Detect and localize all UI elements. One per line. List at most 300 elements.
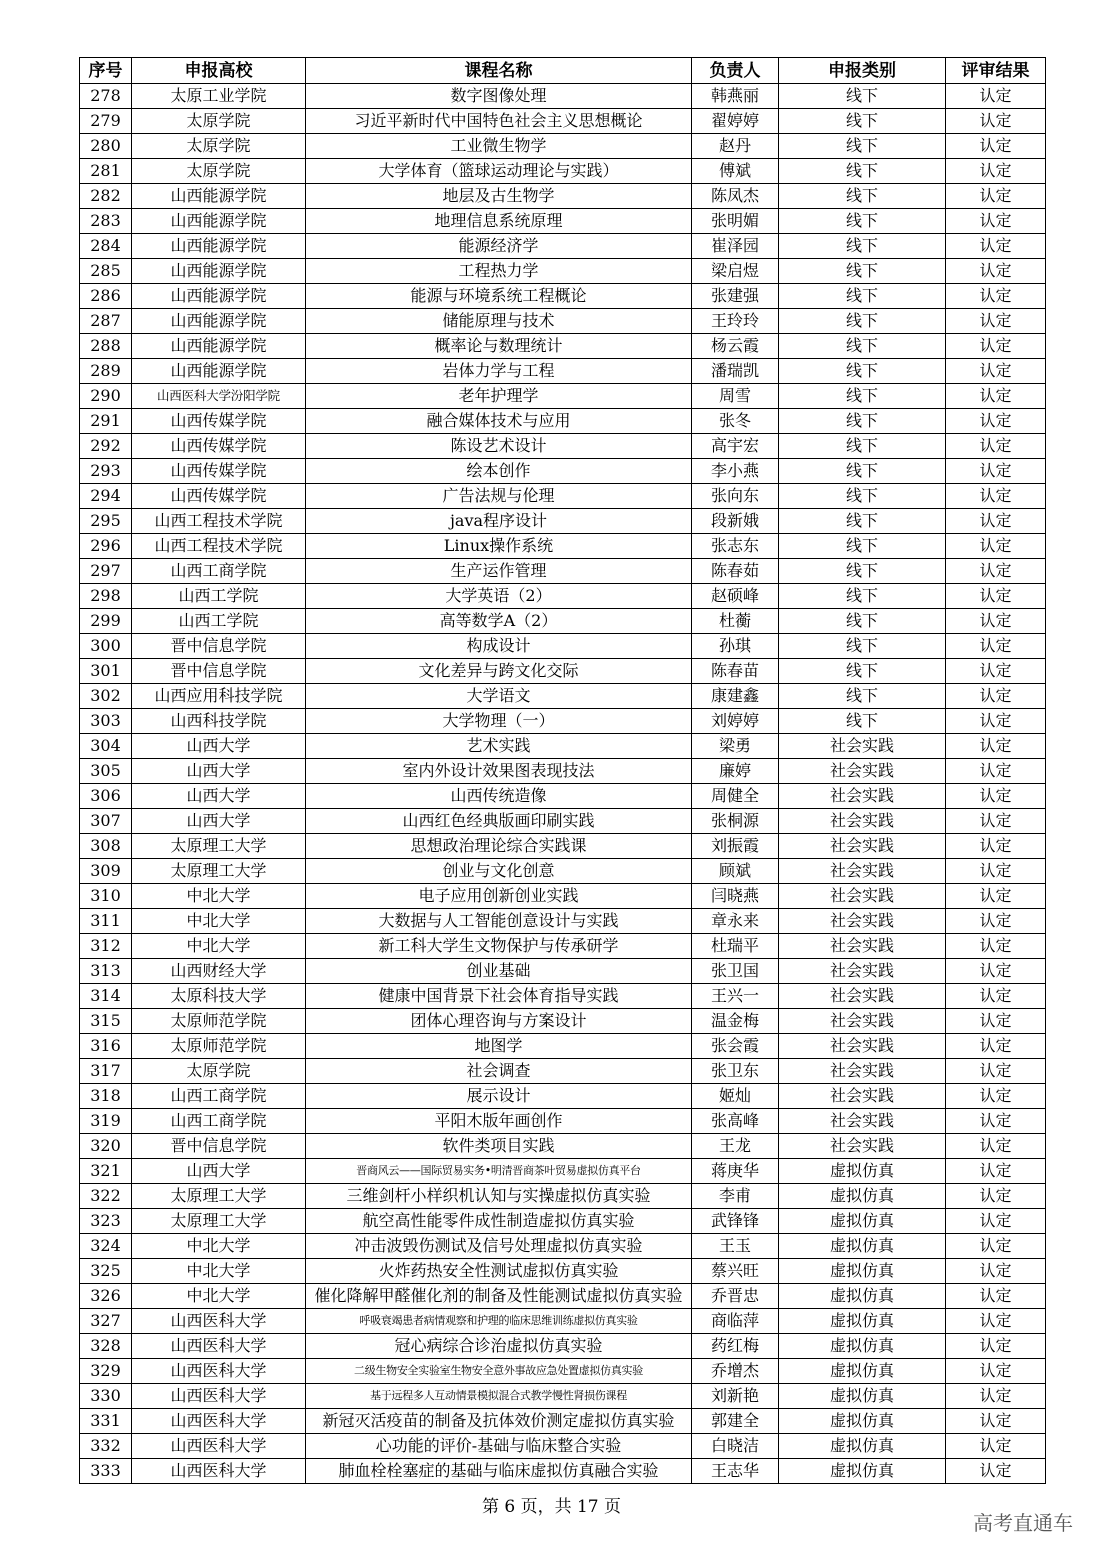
row-lead: 姬灿 [692, 1084, 779, 1109]
row-index: 309 [80, 859, 132, 884]
row-result: 认定 [946, 809, 1046, 834]
row-university: 山西工商学院 [132, 559, 306, 584]
row-lead: 杜瑞平 [692, 934, 779, 959]
row-category: 线下 [779, 659, 946, 684]
row-category: 虚拟仿真 [779, 1159, 946, 1184]
table-row [80, 284, 1046, 309]
row-result: 认定 [946, 934, 1046, 959]
row-category: 线下 [779, 709, 946, 734]
row-university: 山西医科大学 [132, 1309, 306, 1334]
row-category: 社会实践 [779, 1134, 946, 1159]
row-index: 296 [80, 534, 132, 559]
row-result: 认定 [946, 84, 1046, 109]
row-category: 线下 [779, 209, 946, 234]
table-row [80, 1259, 1046, 1284]
row-lead: 张桐源 [692, 809, 779, 834]
row-result: 认定 [946, 959, 1046, 984]
row-lead: 潘瑞凯 [692, 359, 779, 384]
table-row [80, 434, 1046, 459]
header-index: 序号 [80, 58, 132, 84]
row-lead: 刘婷婷 [692, 709, 779, 734]
row-category: 社会实践 [779, 809, 946, 834]
row-lead: 康建鑫 [692, 684, 779, 709]
row-index: 282 [80, 184, 132, 209]
row-lead: 乔增杰 [692, 1359, 779, 1384]
row-category: 线下 [779, 284, 946, 309]
row-university: 山西能源学院 [132, 309, 306, 334]
row-result: 认定 [946, 884, 1046, 909]
row-index: 306 [80, 784, 132, 809]
row-university: 太原科技大学 [132, 984, 306, 1009]
row-course: 工程热力学 [306, 259, 692, 284]
row-course: 催化降解甲醛催化剂的制备及性能测试虚拟仿真实验 [306, 1284, 692, 1309]
row-result: 认定 [946, 559, 1046, 584]
row-lead: 韩燕丽 [692, 84, 779, 109]
row-category: 虚拟仿真 [779, 1259, 946, 1284]
row-course: 创业基础 [306, 959, 692, 984]
row-university: 太原学院 [132, 1059, 306, 1084]
row-lead: 张志东 [692, 534, 779, 559]
row-result: 认定 [946, 459, 1046, 484]
row-course: 地层及古生物学 [306, 184, 692, 209]
row-university: 山西应用科技学院 [132, 684, 306, 709]
row-category: 虚拟仿真 [779, 1234, 946, 1259]
table-row [80, 384, 1046, 409]
row-lead: 闫晓燕 [692, 884, 779, 909]
table-row [80, 609, 1046, 634]
table-row [80, 1134, 1046, 1159]
row-index: 307 [80, 809, 132, 834]
table-row [80, 1184, 1046, 1209]
row-index: 324 [80, 1234, 132, 1259]
table-row [80, 459, 1046, 484]
row-index: 299 [80, 609, 132, 634]
row-university: 太原理工大学 [132, 834, 306, 859]
row-lead: 郭建全 [692, 1409, 779, 1434]
row-lead: 顾斌 [692, 859, 779, 884]
row-result: 认定 [946, 984, 1046, 1009]
row-course: 社会调查 [306, 1059, 692, 1084]
row-lead: 周雪 [692, 384, 779, 409]
row-course: 室内外设计效果图表现技法 [306, 759, 692, 784]
row-category: 线下 [779, 334, 946, 359]
row-category: 虚拟仿真 [779, 1284, 946, 1309]
row-course: 地图学 [306, 1034, 692, 1059]
row-index: 292 [80, 434, 132, 459]
row-university: 山西工学院 [132, 609, 306, 634]
row-index: 284 [80, 234, 132, 259]
table-row [80, 1459, 1046, 1484]
row-university: 太原理工大学 [132, 1209, 306, 1234]
row-result: 认定 [946, 234, 1046, 259]
row-result: 认定 [946, 1334, 1046, 1359]
row-course: 电子应用创新创业实践 [306, 884, 692, 909]
row-lead: 孙琪 [692, 634, 779, 659]
row-course: 习近平新时代中国特色社会主义思想概论 [306, 109, 692, 134]
row-result: 认定 [946, 759, 1046, 784]
table-row [80, 709, 1046, 734]
row-university: 中北大学 [132, 884, 306, 909]
table-row [80, 1059, 1046, 1084]
row-category: 线下 [779, 409, 946, 434]
row-lead: 王兴一 [692, 984, 779, 1009]
row-index: 326 [80, 1284, 132, 1309]
row-course: 大学英语（2） [306, 584, 692, 609]
row-university: 山西医科大学 [132, 1384, 306, 1409]
row-lead: 段新娥 [692, 509, 779, 534]
row-lead: 商临萍 [692, 1309, 779, 1334]
row-result: 认定 [946, 1234, 1046, 1259]
row-category: 线下 [779, 459, 946, 484]
row-university: 太原理工大学 [132, 859, 306, 884]
row-course: 晋商风云——国际贸易实务•明清晋商茶叶贸易虚拟仿真平台 [306, 1159, 692, 1184]
row-index: 304 [80, 734, 132, 759]
row-category: 社会实践 [779, 734, 946, 759]
row-university: 山西医科大学 [132, 1459, 306, 1484]
row-lead: 章永来 [692, 909, 779, 934]
row-index: 332 [80, 1434, 132, 1459]
row-result: 认定 [946, 1409, 1046, 1434]
row-lead: 赵丹 [692, 134, 779, 159]
row-category: 线下 [779, 309, 946, 334]
table-row [80, 234, 1046, 259]
row-result: 认定 [946, 434, 1046, 459]
table-row [80, 984, 1046, 1009]
row-category: 虚拟仿真 [779, 1359, 946, 1384]
row-university: 山西能源学院 [132, 259, 306, 284]
row-lead: 周健全 [692, 784, 779, 809]
header-university: 申报高校 [132, 58, 306, 84]
row-course: 文化差异与跨文化交际 [306, 659, 692, 684]
row-lead: 王龙 [692, 1134, 779, 1159]
table-row [80, 359, 1046, 384]
row-category: 虚拟仿真 [779, 1459, 946, 1484]
row-lead: 杜蘅 [692, 609, 779, 634]
row-index: 333 [80, 1459, 132, 1484]
row-lead: 李小燕 [692, 459, 779, 484]
row-category: 线下 [779, 434, 946, 459]
row-index: 290 [80, 384, 132, 409]
table-body [80, 84, 1046, 1484]
row-index: 302 [80, 684, 132, 709]
row-result: 认定 [946, 534, 1046, 559]
row-university: 太原理工大学 [132, 1184, 306, 1209]
row-lead: 张会霞 [692, 1034, 779, 1059]
row-course: 软件类项目实践 [306, 1134, 692, 1159]
row-lead: 武锋锋 [692, 1209, 779, 1234]
header-course: 课程名称 [306, 58, 692, 84]
row-university: 中北大学 [132, 934, 306, 959]
row-category: 社会实践 [779, 859, 946, 884]
row-course: 岩体力学与工程 [306, 359, 692, 384]
row-course: 地理信息系统原理 [306, 209, 692, 234]
row-index: 319 [80, 1109, 132, 1134]
row-lead: 刘新艳 [692, 1384, 779, 1409]
row-university: 山西能源学院 [132, 284, 306, 309]
row-category: 线下 [779, 84, 946, 109]
row-category: 社会实践 [779, 959, 946, 984]
row-result: 认定 [946, 109, 1046, 134]
row-category: 线下 [779, 584, 946, 609]
row-index: 305 [80, 759, 132, 784]
row-index: 315 [80, 1009, 132, 1034]
row-category: 虚拟仿真 [779, 1409, 946, 1434]
row-lead: 王玉 [692, 1234, 779, 1259]
row-category: 社会实践 [779, 884, 946, 909]
row-category: 线下 [779, 609, 946, 634]
row-course: 大学体育（篮球运动理论与实践） [306, 159, 692, 184]
row-university: 山西传媒学院 [132, 434, 306, 459]
row-course: 创业与文化创意 [306, 859, 692, 884]
row-result: 认定 [946, 1384, 1046, 1409]
row-result: 认定 [946, 209, 1046, 234]
row-course: 生产运作管理 [306, 559, 692, 584]
table-row [80, 784, 1046, 809]
row-course: 思想政治理论综合实践课 [306, 834, 692, 859]
row-index: 294 [80, 484, 132, 509]
row-result: 认定 [946, 284, 1046, 309]
table-row [80, 509, 1046, 534]
row-lead: 梁勇 [692, 734, 779, 759]
row-result: 认定 [946, 384, 1046, 409]
row-index: 314 [80, 984, 132, 1009]
table-row [80, 834, 1046, 859]
row-university: 山西医科大学 [132, 1434, 306, 1459]
header-category: 申报类别 [779, 58, 946, 84]
row-category: 线下 [779, 134, 946, 159]
row-course: 大学语文 [306, 684, 692, 709]
row-course: 艺术实践 [306, 734, 692, 759]
row-course: 能源经济学 [306, 234, 692, 259]
page-footer: 第 6 页，共 17 页 [481, 1497, 622, 1517]
row-result: 认定 [946, 309, 1046, 334]
row-university: 山西能源学院 [132, 234, 306, 259]
table-row [80, 959, 1046, 984]
table-row [80, 1384, 1046, 1409]
row-category: 线下 [779, 509, 946, 534]
row-result: 认定 [946, 734, 1046, 759]
row-course: 航空高性能零件成性制造虚拟仿真实验 [306, 1209, 692, 1234]
row-lead: 梁启煜 [692, 259, 779, 284]
row-result: 认定 [946, 334, 1046, 359]
row-lead: 王志华 [692, 1459, 779, 1484]
row-course: 团体心理咨询与方案设计 [306, 1009, 692, 1034]
row-course: 数字图像处理 [306, 84, 692, 109]
table-row [80, 209, 1046, 234]
table-row [80, 1009, 1046, 1034]
row-university: 晋中信息学院 [132, 634, 306, 659]
row-index: 327 [80, 1309, 132, 1334]
row-lead: 乔晋忠 [692, 1284, 779, 1309]
row-university: 山西大学 [132, 809, 306, 834]
table-row [80, 184, 1046, 209]
row-lead: 翟婷婷 [692, 109, 779, 134]
row-university: 山西大学 [132, 784, 306, 809]
row-result: 认定 [946, 1284, 1046, 1309]
row-index: 280 [80, 134, 132, 159]
row-university: 山西科技学院 [132, 709, 306, 734]
table-row [80, 1159, 1046, 1184]
table-row [80, 534, 1046, 559]
row-index: 279 [80, 109, 132, 134]
row-index: 317 [80, 1059, 132, 1084]
row-lead: 李甫 [692, 1184, 779, 1209]
row-category: 虚拟仿真 [779, 1309, 946, 1334]
row-course: 心功能的评价-基础与临床整合实验 [306, 1434, 692, 1459]
row-category: 社会实践 [779, 1109, 946, 1134]
row-course: 陈设艺术设计 [306, 434, 692, 459]
row-course: Linux操作系统 [306, 534, 692, 559]
table-row [80, 759, 1046, 784]
row-category: 线下 [779, 484, 946, 509]
table-row [80, 1334, 1046, 1359]
row-course: 冲击波毁伤测试及信号处理虚拟仿真实验 [306, 1234, 692, 1259]
table-row [80, 259, 1046, 284]
header-lead: 负责人 [692, 58, 779, 84]
row-index: 283 [80, 209, 132, 234]
row-university: 中北大学 [132, 1234, 306, 1259]
row-index: 330 [80, 1384, 132, 1409]
table-row [80, 934, 1046, 959]
row-university: 太原学院 [132, 159, 306, 184]
table-row [80, 1409, 1046, 1434]
row-category: 线下 [779, 259, 946, 284]
table-row [80, 1109, 1046, 1134]
table-row [80, 734, 1046, 759]
row-course: 新工科大学生文物保护与传承研学 [306, 934, 692, 959]
row-university: 山西医科大学汾阳学院 [132, 384, 306, 409]
table-header-row [80, 58, 1046, 84]
row-index: 278 [80, 84, 132, 109]
row-university: 太原师范学院 [132, 1009, 306, 1034]
row-course: 高等数学A（2） [306, 609, 692, 634]
table-row [80, 1434, 1046, 1459]
row-index: 313 [80, 959, 132, 984]
row-index: 331 [80, 1409, 132, 1434]
table-row [80, 334, 1046, 359]
row-index: 291 [80, 409, 132, 434]
row-course: 融合媒体技术与应用 [306, 409, 692, 434]
row-result: 认定 [946, 684, 1046, 709]
row-university: 山西工商学院 [132, 1109, 306, 1134]
row-index: 287 [80, 309, 132, 334]
row-lead: 张明媚 [692, 209, 779, 234]
row-result: 认定 [946, 634, 1046, 659]
course-table [79, 57, 1046, 1484]
table-row [80, 1309, 1046, 1334]
table-row [80, 309, 1046, 334]
row-category: 社会实践 [779, 1009, 946, 1034]
row-index: 323 [80, 1209, 132, 1234]
row-course: java程序设计 [306, 509, 692, 534]
row-course: 概率论与数理统计 [306, 334, 692, 359]
row-category: 社会实践 [779, 834, 946, 859]
row-lead: 陈凤杰 [692, 184, 779, 209]
table-row [80, 584, 1046, 609]
table-row [80, 1034, 1046, 1059]
table-row [80, 1359, 1046, 1384]
row-result: 认定 [946, 1184, 1046, 1209]
row-university: 中北大学 [132, 909, 306, 934]
row-index: 281 [80, 159, 132, 184]
row-university: 中北大学 [132, 1284, 306, 1309]
row-university: 太原学院 [132, 109, 306, 134]
row-university: 太原师范学院 [132, 1034, 306, 1059]
row-course: 广告法规与伦理 [306, 484, 692, 509]
row-result: 认定 [946, 1059, 1046, 1084]
row-lead: 陈春茹 [692, 559, 779, 584]
row-index: 321 [80, 1159, 132, 1184]
row-course: 展示设计 [306, 1084, 692, 1109]
row-lead: 傅斌 [692, 159, 779, 184]
row-category: 线下 [779, 634, 946, 659]
row-result: 认定 [946, 159, 1046, 184]
row-course: 能源与环境系统工程概论 [306, 284, 692, 309]
row-university: 山西医科大学 [132, 1334, 306, 1359]
row-course: 工业微生物学 [306, 134, 692, 159]
row-result: 认定 [946, 859, 1046, 884]
row-index: 295 [80, 509, 132, 534]
row-result: 认定 [946, 259, 1046, 284]
table-row [80, 109, 1046, 134]
row-category: 社会实践 [779, 1084, 946, 1109]
table-row [80, 159, 1046, 184]
row-result: 认定 [946, 1434, 1046, 1459]
row-index: 328 [80, 1334, 132, 1359]
row-index: 325 [80, 1259, 132, 1284]
row-result: 认定 [946, 1159, 1046, 1184]
row-lead: 药红梅 [692, 1334, 779, 1359]
row-index: 322 [80, 1184, 132, 1209]
row-lead: 王玲玲 [692, 309, 779, 334]
row-course: 冠心病综合诊治虚拟仿真实验 [306, 1334, 692, 1359]
header-result: 评审结果 [946, 58, 1046, 84]
row-result: 认定 [946, 1259, 1046, 1284]
table-row [80, 634, 1046, 659]
row-course: 基于远程多人互动情景模拟混合式教学慢性肾损伤课程 [306, 1384, 692, 1409]
row-category: 社会实践 [779, 984, 946, 1009]
table-row [80, 84, 1046, 109]
row-university: 太原工业学院 [132, 84, 306, 109]
table-row [80, 559, 1046, 584]
row-index: 286 [80, 284, 132, 309]
row-lead: 张冬 [692, 409, 779, 434]
row-category: 社会实践 [779, 934, 946, 959]
row-course: 大学物理（一） [306, 709, 692, 734]
row-university: 山西能源学院 [132, 184, 306, 209]
row-result: 认定 [946, 584, 1046, 609]
row-result: 认定 [946, 1009, 1046, 1034]
row-result: 认定 [946, 134, 1046, 159]
row-course: 老年护理学 [306, 384, 692, 409]
row-university: 山西大学 [132, 734, 306, 759]
row-lead: 蒋庚华 [692, 1159, 779, 1184]
table-row [80, 809, 1046, 834]
row-lead: 张卫东 [692, 1059, 779, 1084]
row-lead: 刘振霞 [692, 834, 779, 859]
row-lead: 高宇宏 [692, 434, 779, 459]
row-index: 297 [80, 559, 132, 584]
row-index: 285 [80, 259, 132, 284]
row-index: 329 [80, 1359, 132, 1384]
row-index: 303 [80, 709, 132, 734]
row-category: 线下 [779, 559, 946, 584]
row-result: 认定 [946, 184, 1046, 209]
table-row [80, 1209, 1046, 1234]
table-row [80, 884, 1046, 909]
row-university: 山西能源学院 [132, 334, 306, 359]
row-category: 虚拟仿真 [779, 1334, 946, 1359]
